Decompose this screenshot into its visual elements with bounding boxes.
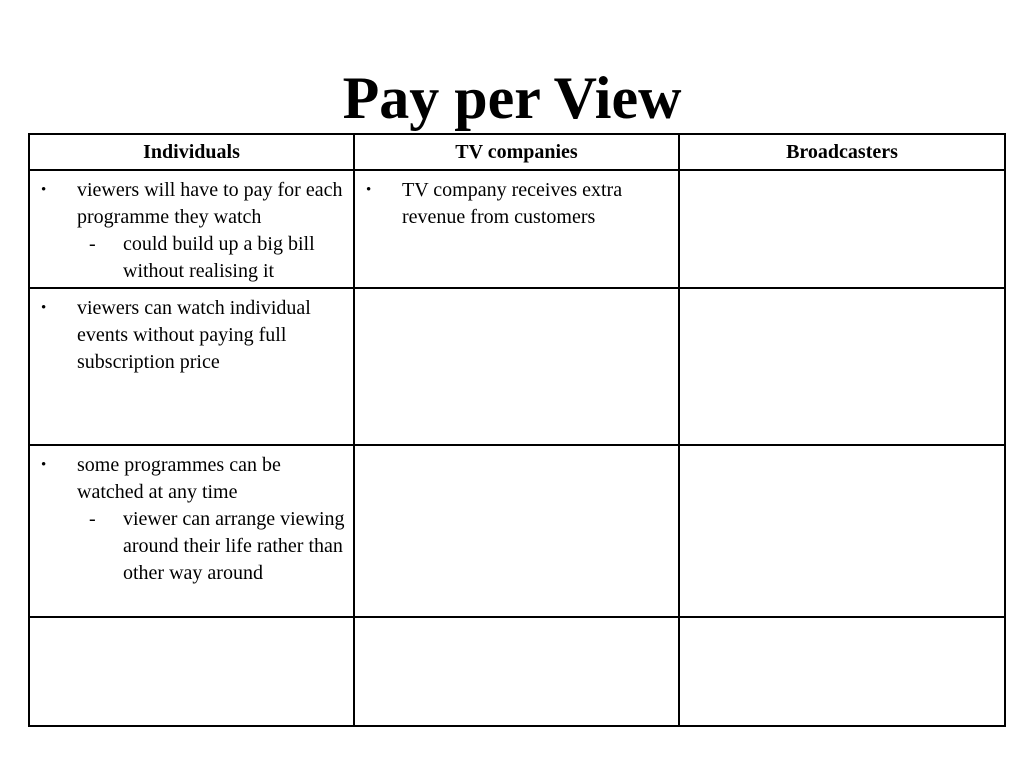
column-header-tv-companies: TV companies: [354, 134, 679, 170]
bullet-text: viewers can watch individual events without paying full subscription price: [77, 297, 311, 373]
bullet-icon: •: [41, 457, 47, 473]
table-header-row: [29, 134, 1005, 170]
table-cell: [29, 445, 354, 617]
bullet-item: [30, 171, 353, 231]
bullet-text: viewers will have to pay for each programme they watch: [77, 179, 343, 228]
column-header-broadcasters: Broadcasters: [679, 134, 1005, 170]
sub-bullet-item: [30, 231, 353, 285]
page-title: Pay per View: [342, 65, 682, 131]
table-row: [29, 170, 1005, 288]
table-cell: [29, 617, 354, 726]
bullet-text: TV company receives extra revenue from customers: [402, 179, 623, 228]
table-cell: [679, 170, 1005, 288]
bullet-icon: •: [41, 182, 47, 198]
sub-bullet-text: could build up a big bill without realising it: [123, 233, 315, 282]
table-cell: [679, 617, 1005, 726]
bullet-icon: •: [41, 300, 47, 316]
table-cell: [679, 445, 1005, 617]
sub-bullet-text: viewer can arrange viewing around their life rather than other way around: [123, 508, 345, 584]
table-row: [29, 288, 1005, 445]
bullet-item: [355, 171, 678, 231]
dash-icon: -: [89, 233, 96, 255]
table-row: [29, 445, 1005, 617]
table-cell: [29, 170, 354, 288]
table-cell: [354, 170, 679, 288]
column-header-individuals: Individuals: [29, 134, 354, 170]
bullet-text: some programmes can be watched at any time: [77, 454, 281, 503]
table-row: [29, 617, 1005, 726]
table-cell: [679, 288, 1005, 445]
sub-bullet-item: [30, 506, 353, 587]
table-cell: [354, 288, 679, 445]
bullet-item: [30, 446, 353, 506]
table-cell: [354, 617, 679, 726]
dash-icon: -: [89, 508, 96, 530]
table-cell: [354, 445, 679, 617]
bullet-icon: •: [366, 182, 372, 198]
comparison-table: [28, 133, 1006, 727]
bullet-item: [30, 289, 353, 376]
table-cell: [29, 288, 354, 445]
